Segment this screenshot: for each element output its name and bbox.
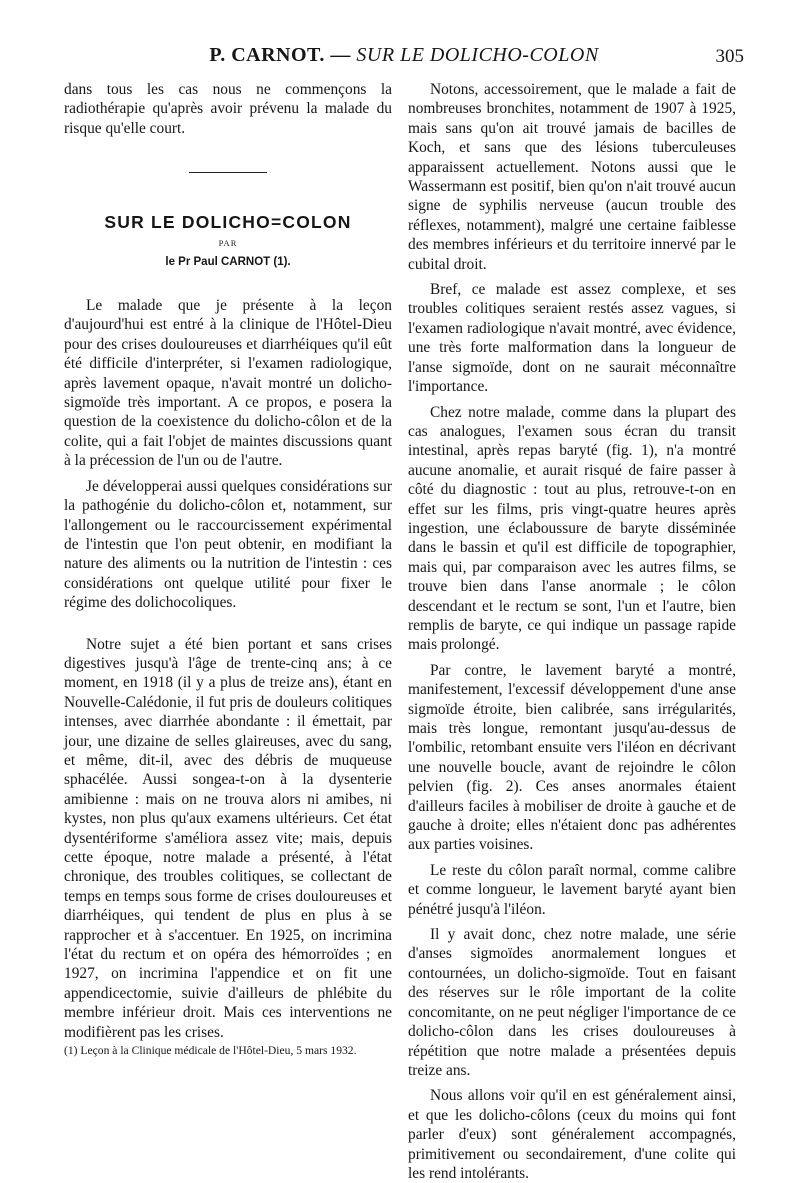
body-paragraph: Le malade que je présente à la leçon d'aujourd'hui est entré à la clinique de l'Hôtel-Dieu pour des crises douloureuses et diarrhéiques qu'il eût été difficile d'interpréter, si l'examen radiologique, après lavement opaque, n'avait montré un dolicho-sigmoïde très important. A ce propos, e posera la question de la coexistence du dolicho-côlon et de la colite, qui a fait l'objet de maintes discussions quant à la précession de l'un ou de l'autre. — [64, 297, 392, 470]
byline-par: PAR — [218, 237, 238, 248]
section-divider — [189, 172, 267, 173]
running-head-title: SUR LE DOLICHO-COLON — [356, 44, 599, 66]
running-head-author: P. CARNOT. — — [209, 44, 357, 66]
running-head — [64, 44, 744, 67]
left-column — [64, 80, 392, 1059]
body-paragraph: Bref, ce malade est assez complexe, et ses troubles colitiques seraient restés assez vagues, si l'examen radiologique n'avait montré, avec évidence, une très forte malformation dans la longueur de l'anse sigmoïde, dont on ne saurait méconnaître l'importance. — [408, 281, 736, 396]
body-paragraph: Chez notre malade, comme dans la plupart des cas analogues, l'examen sous écran du transit intestinal, après repas baryté (fig. 1), n'a montré aucune anomalie, et aurait risqué de faire passer à côté du diagnostic : tout au plus, retrouve-t-on en effet sur les films, pris vingt-quatre heures après ingestion, une éclaboussure de baryte disséminée dans le bassin et qu'il est difficile de topographier, mais qui, par comparaison avec les autres films, se trouve bien dans l'anse anormale ; le côlon descendant et le rectum se sont, l'un et l'autre, bien remplis de baryte, ce qui indique un passage rapide mais prolongé. — [408, 403, 736, 654]
byline-author: le Pr Paul CARNOT (1). — [165, 255, 291, 268]
body-paragraph: Il y avait donc, chez notre malade, une série d'anses sigmoïdes anormalement longues et contournées, un dolicho-sigmoïde. Tout en faisant des réserves sur le rôle important de la colite concomitante, on ne peut négliger l'importance de ce dolicho-côlon dans les crises douloureuses à répétition que notre malade a présentées depuis treize ans. — [408, 926, 736, 1079]
continuation-paragraph: dans tous les cas nous ne commençons la radiothérapie qu'après avoir prévenu la malade du risque qu'elle court. — [64, 81, 392, 137]
right-column — [408, 80, 736, 1183]
body-paragraph: Nous allons voir qu'il en est généralement ainsi, et que les dolicho-côlons (ceux du moins qui font parler d'eux) sont généralement accompagnés, primitivement ou secondairement, d'une colite qui les rend intolérants. — [408, 1087, 736, 1182]
page-number: 305 — [715, 46, 744, 67]
body-paragraph: Notons, accessoirement, que le malade a fait de nombreuses bronchites, notamment de 1907 à 1925, mais sans qu'on ait trouvé jamais de bacilles de Koch, et sans que des lésions tuberculeuses apparaissent actuellement. Notons aussi que le Wassermann est positif, bien qu'on n'ait trouvé aucun signe de syphilis nerveuse (aucun trouble des réflexes, notamment), malgré une certaine faiblesse des membres inférieurs et du territoire innervé par le cubital droit. — [408, 81, 736, 273]
running-header — [64, 44, 744, 74]
body-paragraph: Je développerai aussi quelques considérations sur la pathogénie du dolicho-côlon et, notamment, sur l'allongement ou le raccourcissement expérimental de l'intestin que l'on peut obtenir, en modifiant la nature des aliments ou la nutrition de l'intestin : ces considérations ont quelque utilité pour fixer le régime des dolichocoliques. — [64, 477, 392, 612]
footnote: (1) Leçon à la Clinique médicale de l'Hôtel-Dieu, 5 mars 1932. — [64, 1044, 357, 1058]
body-paragraph: Notre sujet a été bien portant et sans crises digestives jusqu'à l'âge de trente-cinq ans; à ce moment, en 1918 (il y a plus de treize ans), étant en Nouvelle-Calédonie, il fut pris de douleurs colitiques intenses, avec diarrhée abondante : il émettait, par jour, une dizaine de selles glaireuses, avec du sang, et même, dit-il, avec des débris de muqueuse sphacélée. Aussi songea-t-on à la dysenterie amibienne : mais on ne trouva alors ni amibes, ni kystes, non plus qu'aux examens ultérieurs. Cet état dysentériforme s'améliora assez vite; mais, depuis cette époque, notre malade a présenté, à l'état chronique, des troubles colitiques, se collectant de temps en temps sous forme de crises douloureuses et diarrhéiques, qui tendent de plus en plus à se rapprocher et à s'accentuer. En 1925, on incrimina l'état du rectum et on opéra des hémorroïdes ; en 1927, on incrimina l'appendice et on fit une appendicectomie, suivie d'ailleurs de phlébite du membre inférieur droit. Mais ces interventions ne modifièrent pas les crises. — [64, 635, 392, 1041]
body-paragraph: Le reste du côlon paraît normal, comme calibre et comme longueur, le lavement baryté ayant bien pénétré jusqu'à l'iléon. — [408, 861, 736, 918]
article-title: SUR LE DOLICHO=COLON — [104, 212, 352, 233]
body-paragraph: Par contre, le lavement baryté a montré, manifestement, l'excessif développement d'une anse sigmoïde étroite, bien calibrée, sans irrégularités, mais très longue, remontant jusqu'au-dessus de l'ombilic, retombant ensuite vers l'iléon en décrivant une nouvelle boucle, avant de rejoindre le côlon pelvien (fig. 2). Ces anses anormales étaient d'ailleurs faciles à mobiliser de droite à gauche et de gauche à droite; elles n'étaient donc pas adhérentes aux parties voisines. — [408, 661, 736, 854]
